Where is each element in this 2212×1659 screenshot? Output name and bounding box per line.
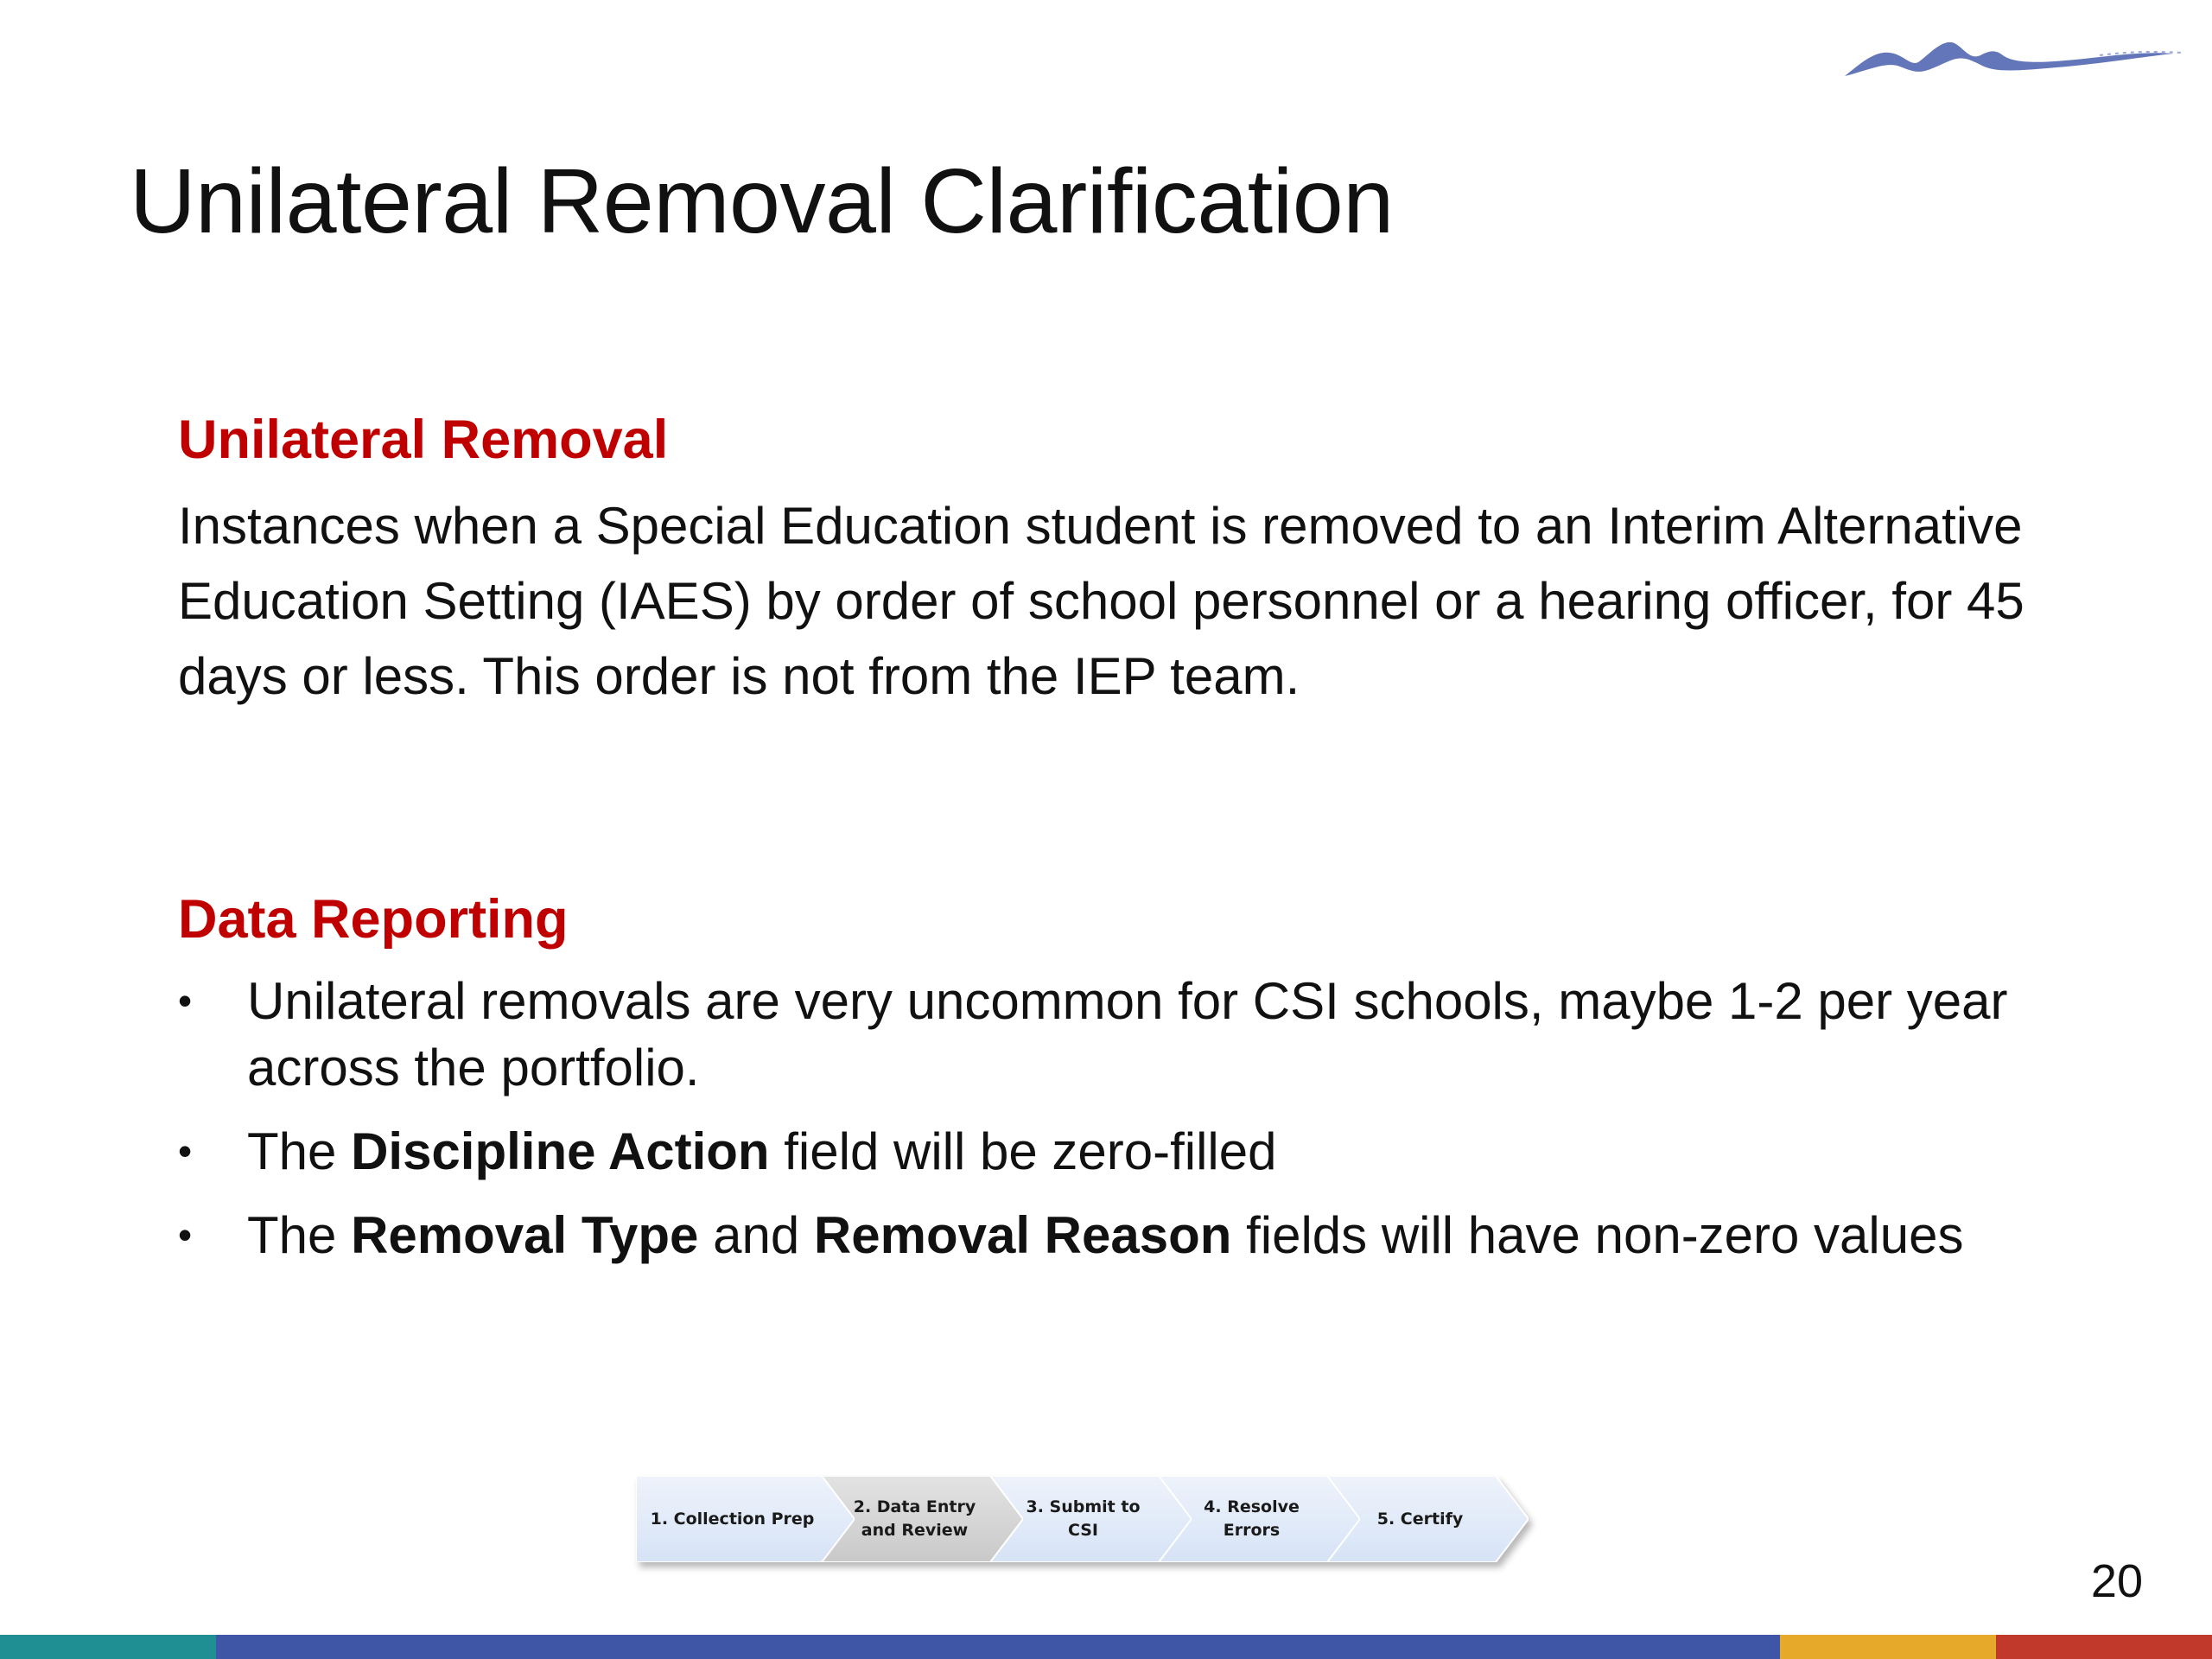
bullet-uncommon: [178, 968, 2079, 1101]
bullet-text-post: fields will have non-zero values: [1231, 1205, 1964, 1264]
data-reporting-section: [178, 886, 2079, 1286]
footer-segment-red: [1996, 1635, 2212, 1659]
bullet-text-pre: The: [247, 1122, 352, 1180]
bullet-dot-icon: •: [178, 1128, 193, 1173]
page-number: 20: [2090, 1555, 2143, 1607]
data-reporting-heading: Data Reporting: [178, 889, 569, 950]
data-reporting-list: [178, 968, 2079, 1268]
footer-segment-gold: [1780, 1635, 1996, 1659]
unilateral-removal-heading: Unilateral Removal: [178, 410, 669, 470]
bullet-text-mid: and: [698, 1205, 814, 1264]
bullet-uncommon-text: Unilateral removals are very uncommon for CSI schools, maybe 1-2 per year across the portfolio.: [247, 971, 2008, 1096]
process-step-label: 3. Submit to CSI: [1026, 1497, 1141, 1540]
bullet-dot-icon: •: [178, 977, 193, 1023]
mountain-logo-icon: [1840, 26, 2186, 86]
bullet-removal-fields: [178, 1202, 2079, 1268]
removal-type-field-name: Removal Type: [351, 1205, 699, 1264]
process-step-label: 2. Data Entry and Review: [853, 1497, 976, 1540]
process-step-label: 5. Certify: [1376, 1509, 1464, 1529]
removal-reason-field-name: Removal Reason: [813, 1205, 1232, 1264]
slide-title: Unilateral Removal Clarification: [130, 150, 1394, 252]
process-step-1: [636, 1476, 855, 1562]
footer-segment-teal: [0, 1635, 216, 1659]
discipline-action-field-name: Discipline Action: [351, 1122, 770, 1180]
process-step-label: 4. Resolve Errors: [1204, 1497, 1300, 1540]
process-step-label: 1. Collection Prep: [650, 1509, 815, 1529]
unilateral-removal-section: [178, 406, 2079, 714]
bullet-text-post: field will be zero-filled: [769, 1122, 1277, 1180]
footer-segment-blue: [216, 1635, 1780, 1659]
bullet-discipline-action: [178, 1118, 2079, 1185]
bullet-text-pre: The: [247, 1205, 352, 1264]
collection-process-chevrons: [636, 1476, 1555, 1571]
footer-color-bar: [0, 1635, 2212, 1659]
bullet-dot-icon: •: [178, 1211, 193, 1257]
unilateral-removal-definition: Instances when a Special Education student is removed to an Interim Alternative Education Setting (IAES) by order of school personnel or a hearing officer, for 45 days or less. This order is not from the IEP team.: [178, 496, 2024, 705]
